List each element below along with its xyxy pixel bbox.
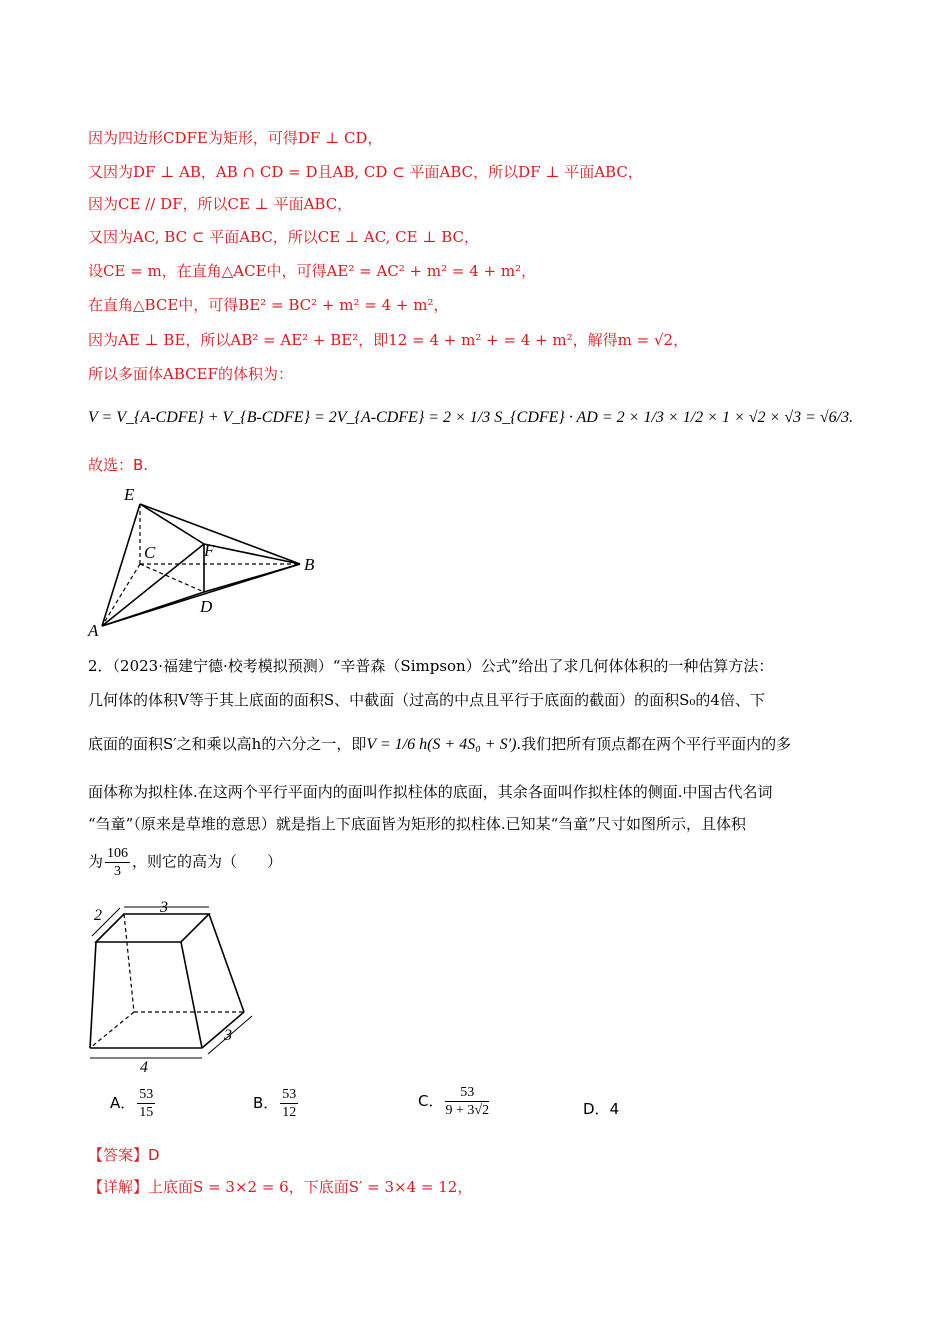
edge-fb xyxy=(204,544,300,564)
option-d[interactable]: D．4 xyxy=(583,1100,620,1118)
label-a: A xyxy=(88,621,99,640)
label-top-length: 3 xyxy=(160,899,168,916)
label-e: E xyxy=(124,485,135,504)
edge-back-left-hidden xyxy=(124,914,134,1012)
edge-ea xyxy=(102,504,140,626)
top-face xyxy=(96,914,209,942)
label-c: C xyxy=(144,543,156,562)
volume-fraction: $\frac{106}{3}$ xyxy=(107,846,129,879)
option-a[interactable]: A． $\frac{53}{15}$ xyxy=(110,1087,154,1120)
question-2-header xyxy=(88,656,773,676)
solution-line-5: 设CE = m，在直角△ACE中，可得AE² = AC² + m² = 4 + m²， xyxy=(88,262,537,280)
solution-line-2: 又因为DF ⊥ AB，AB ∩ CD = D且AB, CD ⊂ 平面ABC，所以DF ⊥ 平面ABC， xyxy=(88,163,643,181)
figure-chutong xyxy=(84,896,274,1074)
answer-line xyxy=(88,1145,160,1165)
edge-front-left xyxy=(90,942,96,1048)
figure-polyhedron-abcef xyxy=(84,484,324,640)
edge-bottom-right xyxy=(202,1012,244,1048)
simpson-formula: V = 1/6 h(S + 4S₀ + S′) xyxy=(366,736,517,753)
label-bottom-length: 4 xyxy=(140,1059,148,1074)
solution-line-6: 在直角△BCE中，可得BE² = BC² + m² = 4 + m²， xyxy=(88,296,449,314)
solution-line-7: 因为AE ⊥ BE，所以AB² = AE² + BE²，即12 = 4 + m² + = 4 + m²，解得m = √2， xyxy=(88,331,689,349)
previous-answer: 故选：B. xyxy=(88,456,149,474)
answer-tag: 【答案】 xyxy=(88,1146,149,1164)
edge-bottom-left-hidden xyxy=(90,1012,134,1048)
edge-back-right xyxy=(209,914,244,1012)
question-source: （2023·福建宁德·校考模拟预测） xyxy=(112,657,333,675)
edge-eb xyxy=(140,504,300,564)
solution-line-4: 又因为AC, BC ⊂ 平面ABC，所以CE ⊥ AC, CE ⊥ BC， xyxy=(88,228,480,246)
label-top-width: 2 xyxy=(94,907,102,924)
question-number: 2． xyxy=(88,657,113,675)
detail-tag: 【详解】 xyxy=(88,1178,149,1196)
question-line-1: “辛普森（Simpson）公式”给出了求几何体体积的一种估算方法： xyxy=(332,657,774,675)
edge-front-right xyxy=(181,942,202,1048)
question-line-6: 为 $\frac{106}{3}$ ，则它的高为（ ） xyxy=(88,846,283,879)
label-bottom-width: 3 xyxy=(224,1027,232,1044)
question-line-4: 面体称为拟柱体.在这两个平行平面内的面叫作拟柱体的底面，其余各面叫作拟柱体的侧面.中国古代名词 xyxy=(88,783,773,801)
question-line-5: “刍童”（原来是草堆的意思）就是指上下底面皆为矩形的拟柱体.已知某“刍童”尺寸如图所示，且体积 xyxy=(88,815,746,833)
solution-line-3: 因为CE // DF，所以CE ⊥ 平面ABC， xyxy=(88,195,353,213)
detail-text: 上底面S = 3×2 = 6，下底面S′ = 3×4 = 12， xyxy=(148,1178,473,1196)
option-c[interactable]: C． $\frac{53}{9 + 3√2}$ xyxy=(418,1085,490,1118)
detail-line xyxy=(88,1177,472,1197)
label-b: B xyxy=(304,555,315,574)
option-b[interactable]: B． $\frac{53}{12}$ xyxy=(253,1087,297,1120)
solution-line-1: 因为四边形CDFE为矩形，可得DF ⊥ CD， xyxy=(88,129,383,147)
edge-ab xyxy=(102,564,300,626)
volume-formula: V = V_{A-CDFE} + V_{B-CDFE} = 2V_{A-CDFE} = 2 × 1/3 S_{CDFE} · AD = 2 × 1/3 × 1/2 × 1 × √2 × √3 = √6/3. xyxy=(88,409,854,426)
question-line-3: 底面的面积S′之和乘以高h的六分之一，即V = 1/6 h(S + 4S₀ + S′).我们把所有顶点都在两个平行平面内的多 xyxy=(88,735,792,753)
label-f: F xyxy=(204,541,215,560)
solution-line-8: 所以多面体ABCEF的体积为： xyxy=(88,365,293,383)
question-line-2: 几何体的体积V等于其上底面的面积S、中截面（过高的中点且平行于底面的截面）的面积S₀的4倍、下 xyxy=(88,691,765,709)
label-d: D xyxy=(200,597,213,616)
answer-value: D xyxy=(148,1146,160,1164)
